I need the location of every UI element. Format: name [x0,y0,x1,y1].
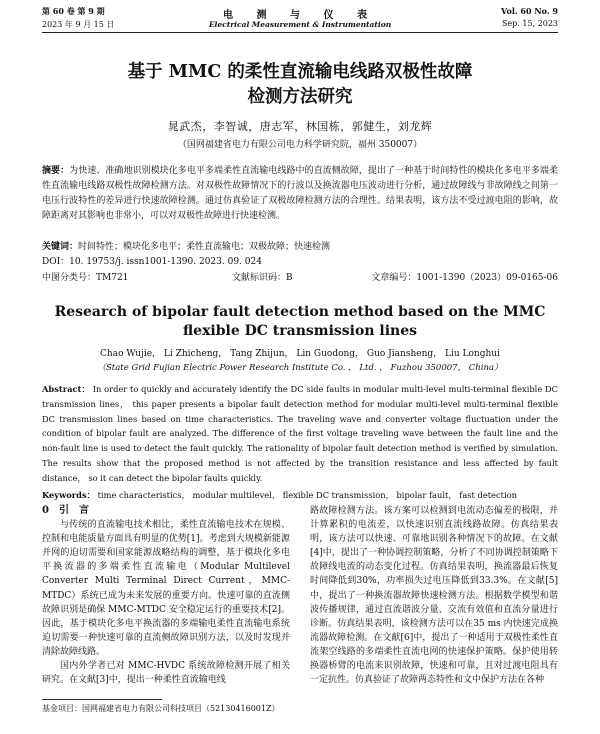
date-cn: 2023 年 9 月 15 日 [42,20,115,29]
volume-en: Vol. 60 No. 9 [501,6,558,16]
right-paragraph-1: 路故障检测方法。该方案可以检测到电流动态偏差的极限，并计算累积的电流差，以快速识别直流线路故障。仿真结果表明，该方法可以快速、可靠地识别各种情况下的故障。在文献[4]中，提出了一种协调控制策略，分析了不同协调控制策略下故障线电流的动态变化过程。仿真结果表明，换流器最后恢复时间降低到30%，功率损失过电压降低到33.3%。在文献[5]中，提出了一种换流器故障快速检测方法。根据数学模型和谐波传播规律，通过直流谐波分量、交流有效值和直流分量进行诊断。仿真结果表明，该检测方法可以在35 ms 内快速完成换流器故障检测。在文献[6]中，提出了一种适用于双极性柔性直流架空线路的多端柔性直流电网的快速保护策略。保护使用转换器桥臂的电流来识别故障，快速和可靠，且对过渡电阻具有一定抗性。仿真验证了故障两态特性和文中保护方法在各种 [310,506,558,686]
clc-number: 中图分类号：TM721 [42,273,129,283]
intro-paragraph-1: 与传统的直流输电技术相比，柔性直流输电技术在规模、控制和电能质量方面具有明显的优势[1]。考虑到大规模新能源并网的迫切需要和国家能源战略结构的调整，基于模块化多电平换流器的多端柔性直流输电（Modular Multilevel Converter Multi Terminal Direct Current，MMC-MTDC）系统已成为未来发展的重要方向。快速可靠的直流侧故障识别是确保 MMC-MTDC 安全稳定运行的重要技术[2]。因此，基于模块化多电平换流器的多端输电柔性直流输电系统迫切需要一种快速可靠的直流侧故障识别方法，以及时发现并清除故障线路。 [42,520,290,657]
title-en-line2: flexible DC transmission lines [183,323,417,339]
abstract-en [42,382,558,486]
paper-title-cn [0,60,600,110]
intro-paragraph-2: 国内外学者已对 MMC-HVDC 系统故障检测开展了相关研究。在文献[3]中，提出一种柔性直流输电线 [42,661,290,686]
title-cn-line1: 基于 MMC 的柔性直流输电线路双极性故障 [127,62,473,82]
title-en-line1: Research of bipolar fault detection method based on the MMC [54,304,546,320]
footnote-rule [42,699,162,700]
section-heading-intro: 0 引 言 [42,505,89,516]
keywords-cn-label: 关键词： [42,242,79,252]
keywords-en-label: Keywords： [42,490,95,500]
body-column-left [42,504,290,687]
authors-en: Chao Wujie， Li Zhicheng， Tang Zhijun， Lin Guodong， Guo Jiansheng， Liu Longhui [100,349,500,359]
keywords-en-text: time characteristics， modular multilevel， flexible DC transmission， bipolar fault， fast detection [94,490,517,500]
volume-cn: 第 60 卷 第 9 期 [42,6,105,16]
classification-row [42,270,558,285]
abstract-cn-label: 摘要： [42,166,70,176]
article-number: 文章编号：1001-1390（2023）09-0165-06 [371,273,558,283]
body-column-right [310,504,558,687]
abstract-en-text: In order to quickly and accurately identify the DC side faults in modular multi-level multi-terminal flexible DC transmission lines， this paper presents a bipolar fault detection method for modular multi-level multi-terminal flexible DC transmission lines based on time characteristics. The traveling wave and converter voltage fluctuation under the condition of bipolar fault are analyzed. The difference of the first voltage traveling wave between the fault line and the non-fault line is used to detect the fault quickly. The rationality of bipolar fault detection method is verified by simulation. The results show that the proposed method is not affected by the transition resistance and less affected by fault distance， so it can detect the bipolar faults quickly. [42,384,559,483]
doi[interactable]: DOI：10. 19753/j. issn1001-1390. 2023. 09. 024 [42,257,262,267]
journal-title-cn: 电 测 与 仪 表 [223,10,377,21]
abstract-cn [42,164,558,224]
title-cn-line2: 检测方法研究 [247,87,353,107]
keywords-en [42,488,558,502]
abstract-en-label: Abstract： [42,384,90,394]
paper-title-en [0,303,600,341]
authors-cn: 晁武杰，李智诚，唐志军，林国栋，郭健生，刘龙辉 [167,120,433,133]
affiliation-cn: （国网福建省电力有限公司电力科学研究院，福州 350007） [177,140,423,150]
running-header [42,6,558,32]
date-en: Sep. 15, 2023 [501,19,558,28]
document-code: 文献标识码：B [232,273,293,283]
affiliation-en: （State Grid Fujian Electric Power Research Institute Co. ， Ltd. ， Fuzhou 350007， China） [97,363,503,373]
abstract-cn-text: 为快速、准确地识别模块化多电平多端柔性直流输电线路中的直流侧故障，提出了一种基于时间特性的模块化多电平多端柔性直流输电线路双极性故障检测方法。对双极性故障情况下的行波以及换流器电压波动进行分析，通过故障线与非故障线之间第一电压行波特性的差异进行快速故障检测。通过仿真验证了双极故障检测方法的合理性。结果表明，该方法不受过渡电阻的影响，故障距离对其影响也非常小，可以对双极性故障进行快速检测。 [42,166,558,221]
keywords-cn [42,240,558,255]
journal-title-en: Electrical Measurement & Instrumentation [208,20,392,29]
funding-note [42,703,302,715]
funding-label: 基金项目： [42,704,82,713]
keywords-cn-text: 时间特性；模块化多电平；柔性直流输电；双极故障；快速检测 [78,242,331,252]
funding-text: 国网福建省电力有限公司科技项目（52130416001Z） [82,704,280,713]
header-rule [42,32,558,33]
